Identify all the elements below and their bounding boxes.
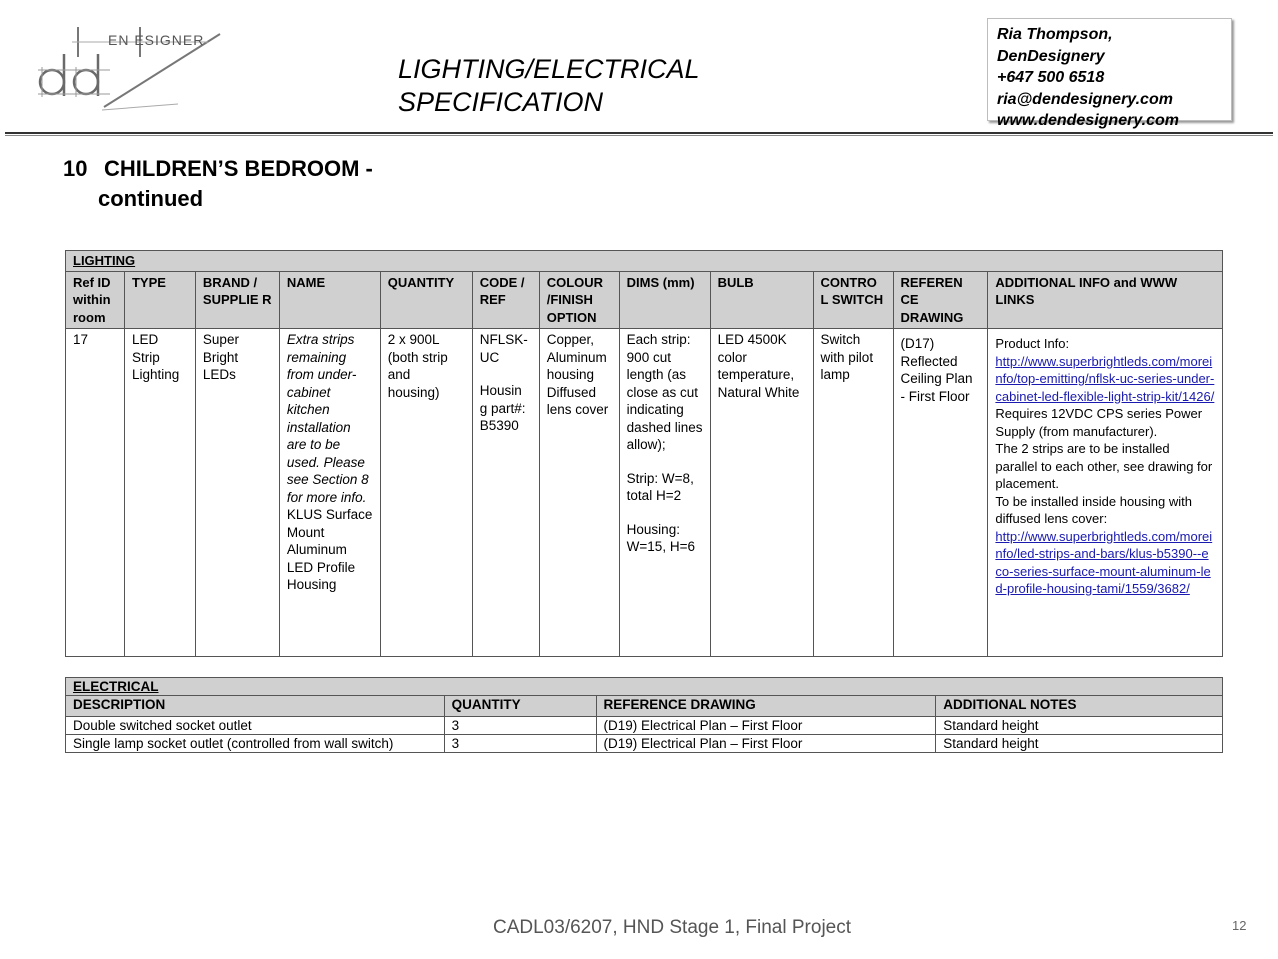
cell-notes: Standard height — [936, 735, 1223, 753]
cell-control: Switch with pilot lamp — [813, 329, 893, 657]
contact-company: DenDesignery — [997, 47, 1105, 65]
electrical-table — [65, 677, 1223, 753]
header-bulb: BULB — [710, 271, 813, 329]
cell-ref-drawing: (D17) Reflected Ceiling Plan - First Floor — [893, 329, 988, 657]
info-power-supply: Requires 12VDC CPS series Power Supply (from manufacturer). — [995, 406, 1203, 439]
electrical-banner: ELECTRICAL — [66, 678, 1223, 696]
cell-additional — [988, 329, 1223, 657]
section-title: CHILDREN’S BEDROOM - — [104, 156, 373, 181]
contact-phone: +647 500 6518 — [997, 69, 1105, 86]
section-number: 10 — [63, 156, 88, 181]
header-description: DESCRIPTION — [66, 696, 445, 717]
cell-reference-drawing: (D19) Electrical Plan – First Floor — [596, 735, 936, 753]
table-row — [66, 717, 1223, 735]
electrical-header-row — [66, 696, 1223, 717]
header-quantity: QUANTITY — [444, 696, 596, 717]
cell-quantity: 3 — [444, 717, 596, 735]
header-ref: Ref ID within room — [66, 271, 125, 329]
cell-colour: Copper, Aluminum housing Diffused lens cover — [539, 329, 619, 657]
title-line-1: LIGHTING/ELECTRICAL — [398, 54, 700, 84]
table-row — [66, 329, 1223, 657]
footer-course: CADL03/6207, HND Stage 1, Final Project — [493, 917, 852, 938]
logo-text: EN ESIGNER — [108, 32, 205, 48]
header-divider-thin — [5, 135, 1273, 136]
contact-name: Ria Thompson, — [997, 26, 1113, 43]
header-quantity: QUANTITY — [380, 271, 472, 329]
header-divider — [5, 132, 1273, 134]
section-subtitle: continued — [98, 186, 204, 211]
header-additional: ADDITIONAL INFO and WWW LINKS — [988, 271, 1223, 329]
cell-description: Single lamp socket outlet (controlled from wall switch) — [66, 735, 445, 753]
section-heading — [63, 154, 373, 214]
header-notes: ADDITIONAL NOTES — [936, 696, 1223, 717]
electrical-banner-row — [66, 678, 1223, 696]
cell-quantity: 3 — [444, 735, 596, 753]
dims-strip: Strip: W=8, total H=2 — [626, 470, 694, 503]
dims-length: Each strip: 900 cut length (as close as cut indicating dashed lines allow); — [626, 332, 703, 452]
cell-quantity: 2 x 900L (both strip and housing) — [380, 329, 472, 657]
lighting-table — [65, 250, 1223, 657]
code-housing: Housin g part#: B5390 — [479, 383, 526, 433]
cell-brand: Super Bright LEDs — [195, 329, 279, 657]
header-reference-drawing: REFERENCE DRAWING — [596, 696, 936, 717]
header-code: CODE / REF — [472, 271, 539, 329]
product-link-strip[interactable]: http://www.superbrightleds.com/moreinfo/top-emitting/nflsk-uc-series-under-cabinet-led-flexible-light-strip-kit/1426/ — [995, 353, 1215, 404]
contact-website: www.dendesignery.com — [997, 112, 1179, 129]
info-label: Product Info: — [995, 336, 1070, 351]
cell-bulb: LED 4500K color temperature, Natural White — [710, 329, 813, 657]
lighting-banner-row — [66, 251, 1223, 272]
cell-type: LED Strip Lighting — [124, 329, 195, 657]
header-ref-drawing: REFEREN CE DRAWING — [893, 271, 988, 329]
document-title — [398, 53, 700, 119]
product-link-housing[interactable]: http://www.superbrightleds.com/moreinfo/led-strips-and-bars/klus-b5390--eco-series-surface-mount-aluminum-led-profile-housing-tami/1559/3682/ — [995, 528, 1213, 596]
cell-notes: Standard height — [936, 717, 1223, 735]
cell-name — [279, 329, 380, 657]
header-type: TYPE — [124, 271, 195, 329]
name-note: Extra strips remaining from under-cabinet kitchen installation are to be used. Please see Section 8 for more info. — [286, 332, 369, 505]
cell-ref: 17 — [66, 329, 125, 657]
dims-housing: Housing: W=15, H=6 — [626, 521, 695, 554]
cell-code — [472, 329, 539, 657]
header-name: NAME — [279, 271, 380, 329]
name-product: KLUS Surface Mount Aluminum LED Profile Housing — [286, 507, 373, 592]
header-dims: DIMS (mm) — [619, 271, 710, 329]
info-placement: The 2 strips are to be installed parallel to each other, see drawing for placement. — [995, 441, 1213, 491]
contact-box — [987, 18, 1232, 129]
code-strip: NFLSK-UC — [479, 332, 528, 365]
logo — [28, 22, 228, 122]
header-brand: BRAND / SUPPLIE R — [195, 271, 279, 329]
table-row — [66, 735, 1223, 753]
header-colour: COLOUR /FINISH OPTION — [539, 271, 619, 329]
lighting-banner: LIGHTING — [66, 251, 1223, 272]
header-control: CONTRO L SWITCH — [813, 271, 893, 329]
info-housing: To be installed inside housing with diffused lens cover: — [995, 493, 1192, 526]
cell-dims — [619, 329, 710, 657]
page-number: 12 — [1232, 918, 1247, 933]
cell-reference-drawing: (D19) Electrical Plan – First Floor — [596, 717, 936, 735]
title-line-2: SPECIFICATION — [398, 87, 604, 117]
lighting-header-row — [66, 271, 1223, 329]
contact-email: ria@dendesignery.com — [997, 90, 1173, 108]
cell-description: Double switched socket outlet — [66, 717, 445, 735]
